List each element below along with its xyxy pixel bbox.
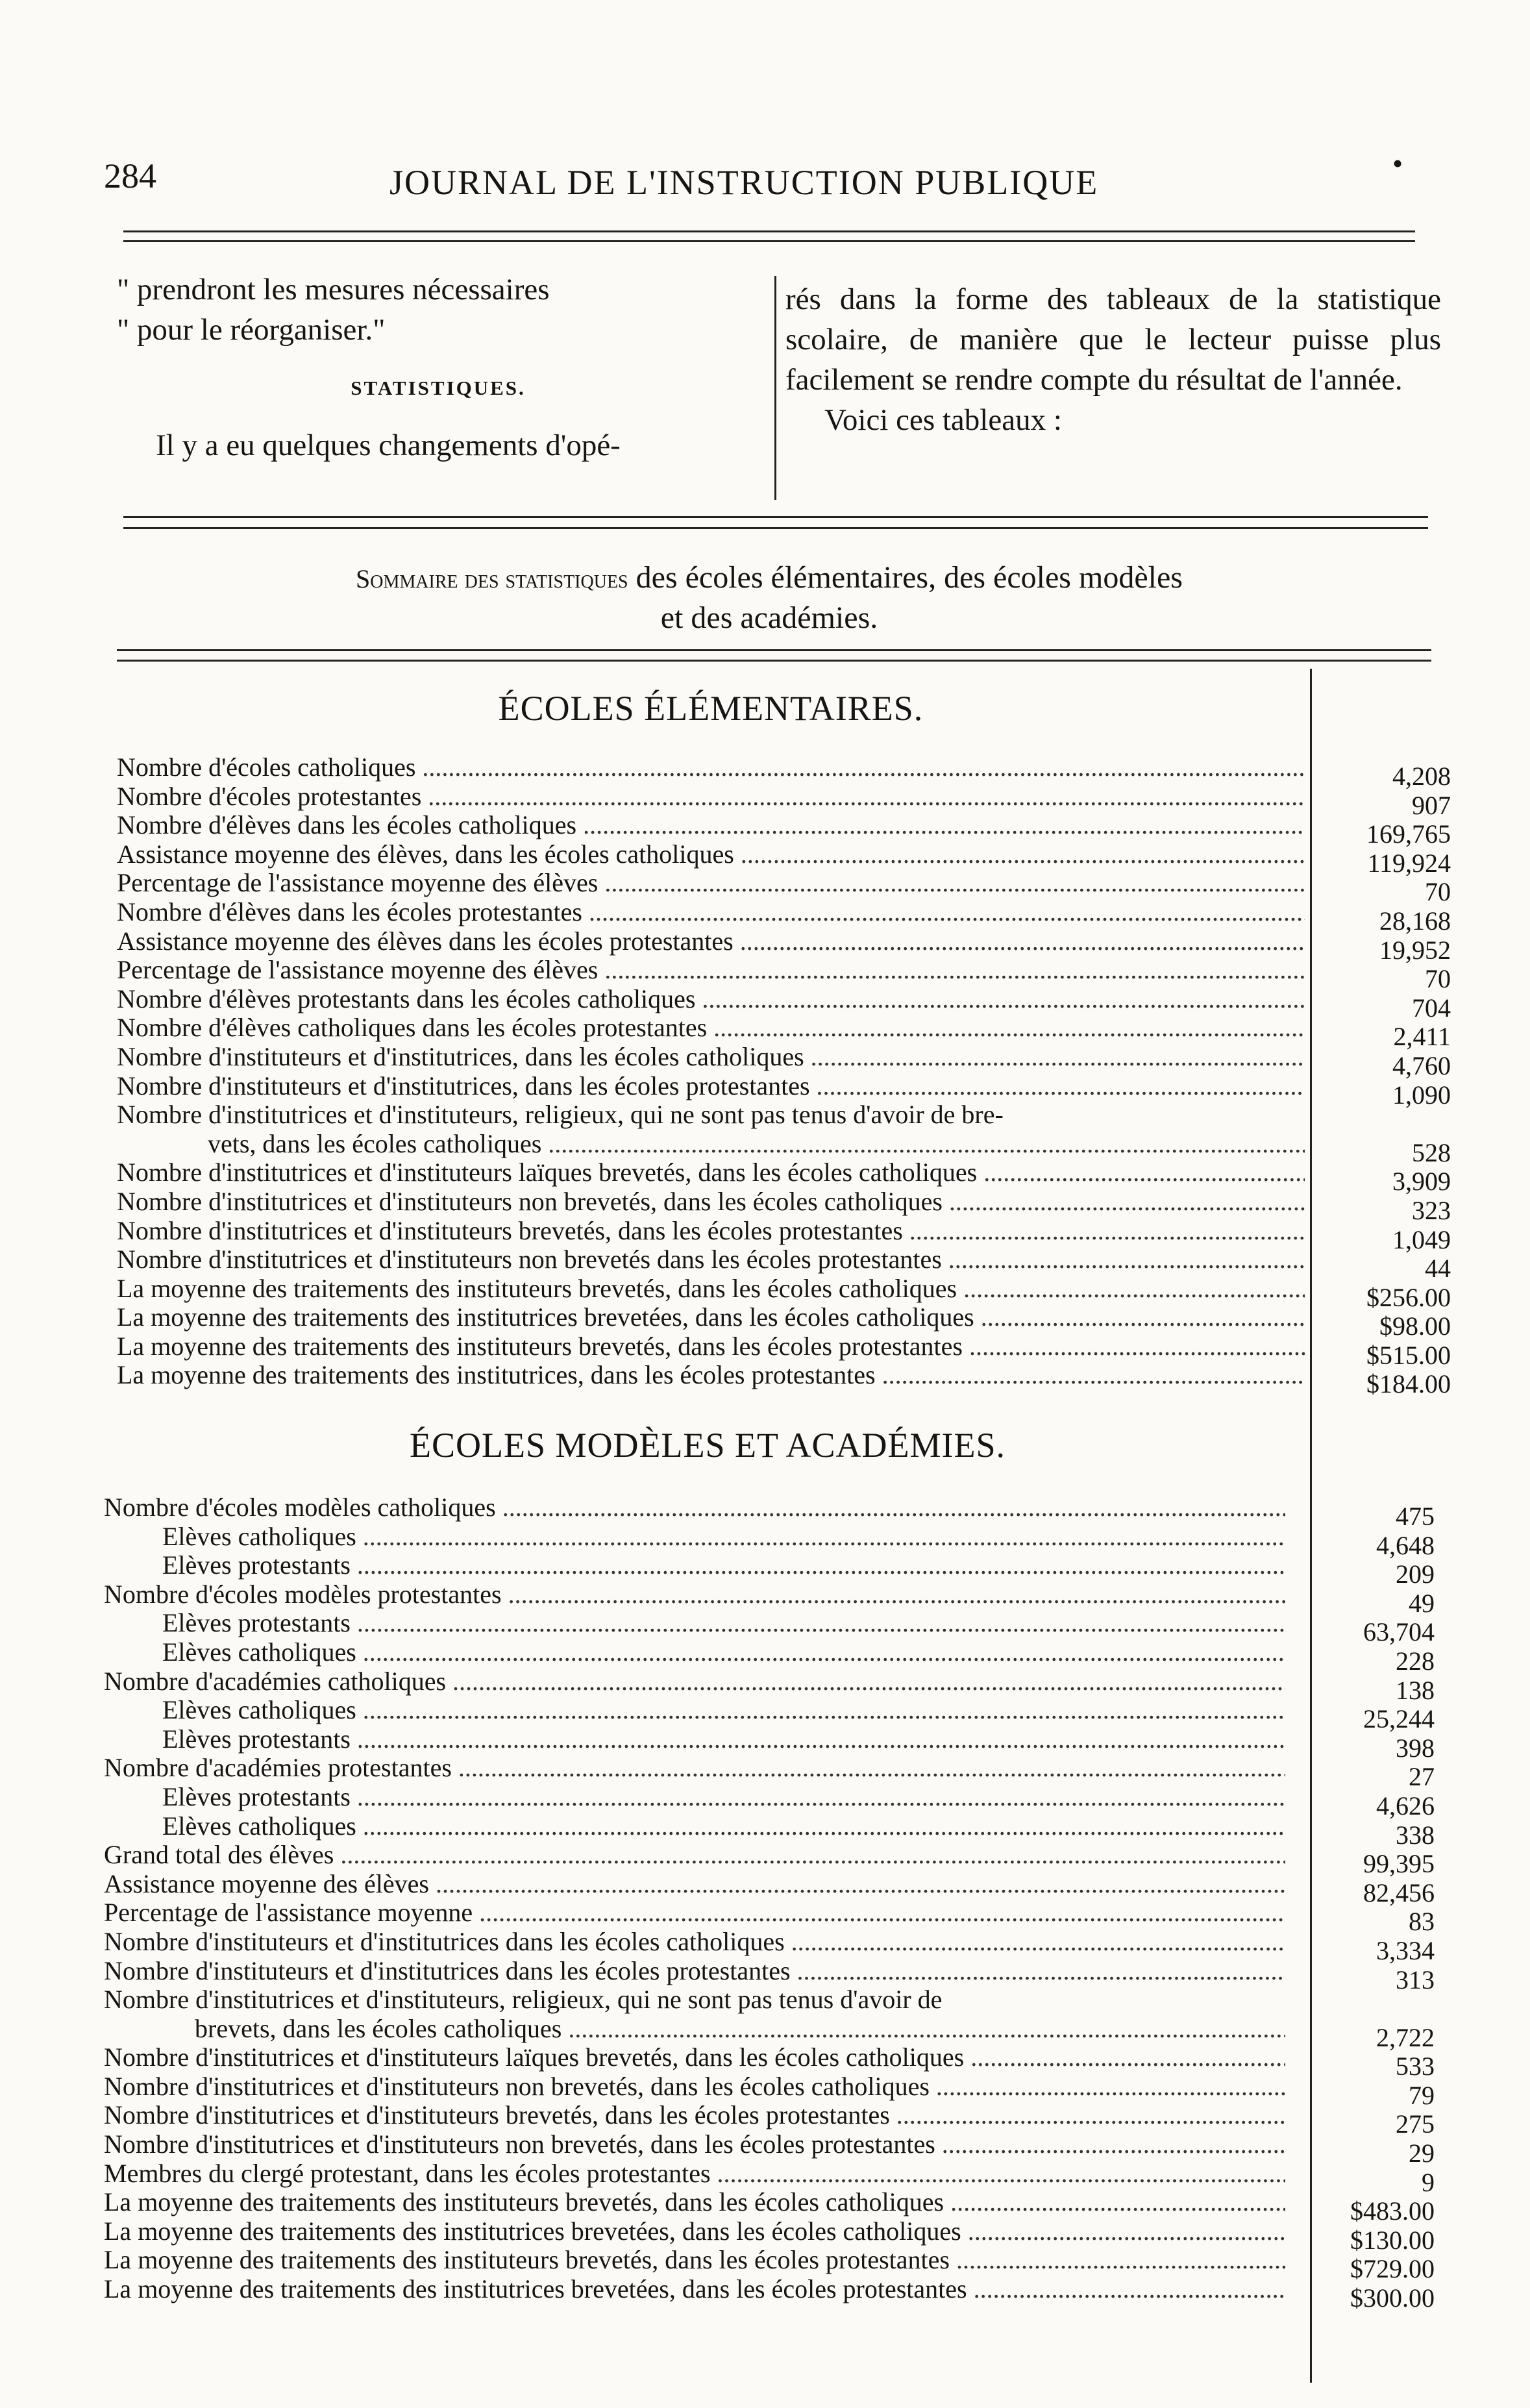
row-label: Elèves protestants ..... [104,1609,1285,1637]
row-value: 4,626 [1376,1791,1435,1820]
table-row [104,1754,1435,1792]
section-modeles-title: ÉCOLES MODÈLES ET ACADÉMIES. [409,1426,1006,1465]
row-label: Nombre d'instituteurs et d'institutrices dans les écoles catholiques ..... [104,1928,1285,1956]
table-row [117,1216,1451,1254]
row-label: Nombre d'académies protestantes ..... [104,1754,1285,1782]
row-label: Elèves catholiques ..... [104,1696,1285,1724]
row-value: 323 [1412,1195,1451,1225]
table-row [104,2072,1435,2110]
row-value: 4,208 [1392,762,1451,791]
row-label: Nombre d'écoles catholiques ..... [117,753,1305,782]
row-label: Nombre d'institutrices et d'instituteurs, religieux, qui ne sont pas tenus d'avoir de [104,1985,943,2015]
intro-rule-bottom [123,527,1428,529]
row-value: 138 [1396,1675,1435,1705]
row-value: 4,648 [1376,1530,1435,1560]
intro-right-paragraph: rés dans la forme des tableaux de la statistique scolaire, de manière que le lecteur puisse plus facilement se rendre compte du résultat de l'année. [785,282,1441,397]
row-label: Nombre d'écoles protestantes ..... [117,782,1305,811]
row-value: 1,090 [1392,1080,1451,1110]
row-value: 313 [1396,1965,1435,1994]
row-value: $483.00 [1350,2196,1435,2226]
row-value: 338 [1396,1820,1435,1850]
row-value: 209 [1396,1559,1435,1589]
intro-rule-top [123,516,1428,518]
table-row [117,1100,1451,1130]
table-row [104,1493,1435,1531]
row-value: 704 [1412,993,1451,1023]
table-row [117,1274,1451,1312]
table-row [117,1303,1451,1341]
row-label: Elèves catholiques ..... [104,1522,1285,1551]
row-label: Nombre d'instituteurs et d'institutrices, dans les écoles catholiques ..... [117,1043,1305,1071]
summary-rest: des écoles élémentaires, des écoles modèles [628,560,1183,595]
row-label: Nombre d'instituteurs et d'institutrices dans les écoles protestantes ..... [104,1957,1285,1985]
row-value: 19,952 [1379,935,1451,965]
intro-column-divider [774,276,776,500]
table-row [104,1985,1435,2015]
row-value: 99,395 [1363,1849,1435,1879]
row-value: 44 [1425,1254,1451,1284]
row-label: Assistance moyenne des élèves dans les écoles protestantes ..... [117,927,1305,956]
row-value: 28,168 [1379,906,1451,936]
row-value: 528 [1412,1137,1451,1167]
table-row [104,2159,1435,2197]
table-row [117,1245,1451,1284]
row-value: 83 [1409,1907,1435,1937]
row-label: Nombre d'institutrices et d'instituteurs non brevetés dans les écoles protestantes ..... [117,1245,1305,1274]
row-value: 82,456 [1363,1878,1435,1907]
table-row [117,1129,1451,1167]
row-label: Assistance moyenne des élèves ..... [104,1870,1285,1898]
row-label: La moyenne des traitements des institutrices brevetées, dans les écoles protestantes ..... [104,2275,1285,2303]
row-label: Nombre d'écoles modèles catholiques ..... [104,1493,1285,1522]
table-row [104,2014,1435,2052]
summary-rule-bottom [117,660,1431,662]
row-value: 27 [1409,1762,1435,1792]
table-row [104,1551,1435,1589]
row-label: Nombre d'élèves protestants dans les écoles catholiques ..... [117,985,1305,1013]
row-value: 2,411 [1393,1022,1451,1052]
table-row [117,1158,1451,1197]
intro-right-last-line: Voici ces tableaux : [824,403,1062,437]
row-value: 79 [1409,2080,1435,2110]
table-row [104,2043,1435,2081]
row-label: vets, dans les écoles catholiques ..... [117,1130,1305,1158]
row-value: 169,765 [1366,819,1451,849]
row-value: 4,760 [1392,1050,1451,1080]
intro-left-column [117,269,759,465]
row-label: La moyenne des traitements des institutrices brevetées, dans les écoles catholiques ..... [117,1303,1305,1332]
table-row [104,1696,1435,1734]
row-label: Nombre d'écoles modèles protestantes ..... [104,1580,1285,1609]
row-value: 70 [1425,964,1451,994]
row-value: 70 [1425,877,1451,907]
row-label: Elèves protestants ..... [104,1725,1285,1754]
row-value: $300.00 [1350,2283,1435,2313]
intro-left-line-1: " prendront les mesures nécessaires [117,273,550,306]
table-row [117,984,1451,1023]
table-row [117,1071,1451,1110]
row-label: La moyenne des traitements des instituteurs brevetés, dans les écoles catholiques ..... [104,2188,1285,2216]
row-value: 533 [1396,2052,1435,2081]
table-row [104,1637,1435,1676]
table-row [104,1724,1435,1763]
table-row [104,1667,1435,1705]
row-label: Nombre d'institutrices et d'instituteurs laïques brevetés, dans les écoles catholiques ..... [104,2043,1285,2072]
summary-title [117,558,1422,638]
table-row [104,1609,1435,1647]
row-value: 228 [1396,1646,1435,1676]
row-label: Percentage de l'assistance moyenne ..... [104,1898,1285,1927]
row-value: $130.00 [1350,2225,1435,2255]
row-value: 475 [1396,1502,1435,1531]
elementary-schools-table [117,753,1451,1399]
row-value: $515.00 [1366,1340,1451,1370]
row-value: 29 [1409,2139,1435,2168]
table-row [104,2101,1435,2139]
row-value: $729.00 [1350,2254,1435,2284]
table-row [117,1042,1451,1080]
intro-right-column [785,279,1441,440]
header-rule-top [123,230,1415,232]
printer-mark: • [1392,147,1403,180]
row-value: 398 [1396,1733,1435,1763]
row-label: Nombre d'institutrices et d'instituteurs, religieux, qui ne sont pas tenus d'avoir de bre- [117,1100,1004,1130]
row-label: Elèves catholiques ..... [104,1638,1285,1667]
row-label: La moyenne des traitements des institutrices, dans les écoles protestantes ..... [117,1361,1305,1389]
table-row [117,1361,1451,1399]
row-label: Percentage de l'assistance moyenne des élèves ..... [117,869,1305,897]
row-label: Nombre d'institutrices et d'instituteurs brevetés, dans les écoles protestantes ..... [104,2101,1285,2129]
intro-left-line-2: " pour le réorganiser." [117,313,386,347]
table-row [104,2246,1435,2284]
intro-left-last-line: Il y a eu quelques changements d'opé- [156,428,621,462]
row-label: Nombre d'institutrices et d'instituteurs laïques brevetés, dans les écoles catholiques ..... [117,1158,1305,1187]
row-value: 25,244 [1363,1704,1435,1734]
row-label: brevets, dans les écoles catholiques ..... [104,2015,1285,2043]
running-title: JOURNAL DE L'INSTRUCTION PUBLIQUE [389,163,1099,202]
row-label: Grand total des élèves ..... [104,1841,1285,1869]
table-row [117,926,1451,965]
table-row [104,1841,1435,1879]
row-label: Nombre d'institutrices et d'instituteurs non brevetés, dans les écoles catholiques ..... [117,1187,1305,1216]
row-label: Membres du clergé protestant, dans les écoles protestantes ..... [104,2159,1285,2188]
table-row [104,1869,1435,1907]
row-value: 49 [1409,1588,1435,1618]
summary-line-2: et des académies. [660,601,878,635]
table-row [117,811,1451,849]
table-row [117,782,1451,820]
row-label: Elèves protestants ..... [104,1551,1285,1580]
statistics-heading: STATISTIQUES. [351,377,526,399]
row-value: 63,704 [1363,1617,1435,1647]
row-value: 3,334 [1376,1935,1435,1965]
table-row [104,2130,1435,2168]
table-row [104,1811,1435,1850]
row-value: 9 [1422,2167,1435,2197]
table-row [117,839,1451,878]
row-label: La moyenne des traitements des instituteurs brevetés, dans les écoles protestantes ..... [104,2246,1285,2274]
row-label: La moyenne des traitements des institutrices brevetées, dans les écoles catholiques ..... [104,2217,1285,2246]
table-row [117,753,1451,791]
table-row [104,1580,1435,1618]
summary-rule-top [117,649,1431,651]
row-label: Nombre d'élèves catholiques dans les écoles protestantes ..... [117,1013,1305,1042]
table-row [104,1956,1435,1994]
table-row [104,2188,1435,2226]
table-row [104,2275,1435,2313]
row-value: $98.00 [1379,1311,1451,1341]
row-label: Nombre d'académies catholiques ..... [104,1667,1285,1696]
row-value: $184.00 [1366,1369,1451,1399]
table-row [117,1332,1451,1370]
model-schools-table [104,1493,1435,2313]
row-label: Nombre d'élèves dans les écoles protestantes ..... [117,898,1305,926]
row-label: Nombre d'instituteurs et d'institutrices, dans les écoles protestantes ..... [117,1072,1305,1100]
table-row [104,1927,1435,1965]
row-value: 3,909 [1392,1167,1451,1197]
row-label: Nombre d'institutrices et d'instituteurs brevetés, dans les écoles protestantes ..... [117,1217,1305,1245]
summary-lead: Sommaire des statistiques [356,564,628,593]
row-value: 2,722 [1376,2022,1435,2052]
header-rule-bottom [123,240,1415,242]
section-elementaires-title: ÉCOLES ÉLÉMENTAIRES. [498,689,924,728]
row-value: $256.00 [1366,1282,1451,1312]
row-value: 119,924 [1367,848,1451,878]
table-row [104,1898,1435,1937]
row-label: Percentage de l'assistance moyenne des élèves ..... [117,956,1305,984]
page-number: 284 [104,156,156,195]
table-row [104,2216,1435,2255]
row-label: Elèves catholiques ..... [104,1812,1285,1841]
row-label: La moyenne des traitements des instituteurs brevetés, dans les écoles catholiques ..... [117,1274,1305,1303]
row-label: Nombre d'institutrices et d'instituteurs non brevetés, dans les écoles protestantes ..... [104,2130,1285,2159]
table-row [117,869,1451,907]
row-label: Nombre d'institutrices et d'instituteurs non brevetés, dans les écoles catholiques ..... [104,2072,1285,2101]
table-row [104,1522,1435,1560]
row-value: 907 [1412,790,1451,820]
row-label: La moyenne des traitements des instituteurs brevetés, dans les écoles protestantes ..... [117,1332,1305,1361]
row-value: 1,049 [1392,1224,1451,1254]
row-value: 275 [1396,2109,1435,2139]
table-row [104,1782,1435,1820]
table-row [117,956,1451,994]
row-label: Assistance moyenne des élèves, dans les écoles catholiques ..... [117,840,1305,869]
row-label: Nombre d'élèves dans les écoles catholiques ..... [117,811,1305,839]
row-label: Elèves protestants ..... [104,1783,1285,1811]
table-row [117,1187,1451,1225]
table-row [117,1013,1451,1052]
table-row [117,897,1451,936]
